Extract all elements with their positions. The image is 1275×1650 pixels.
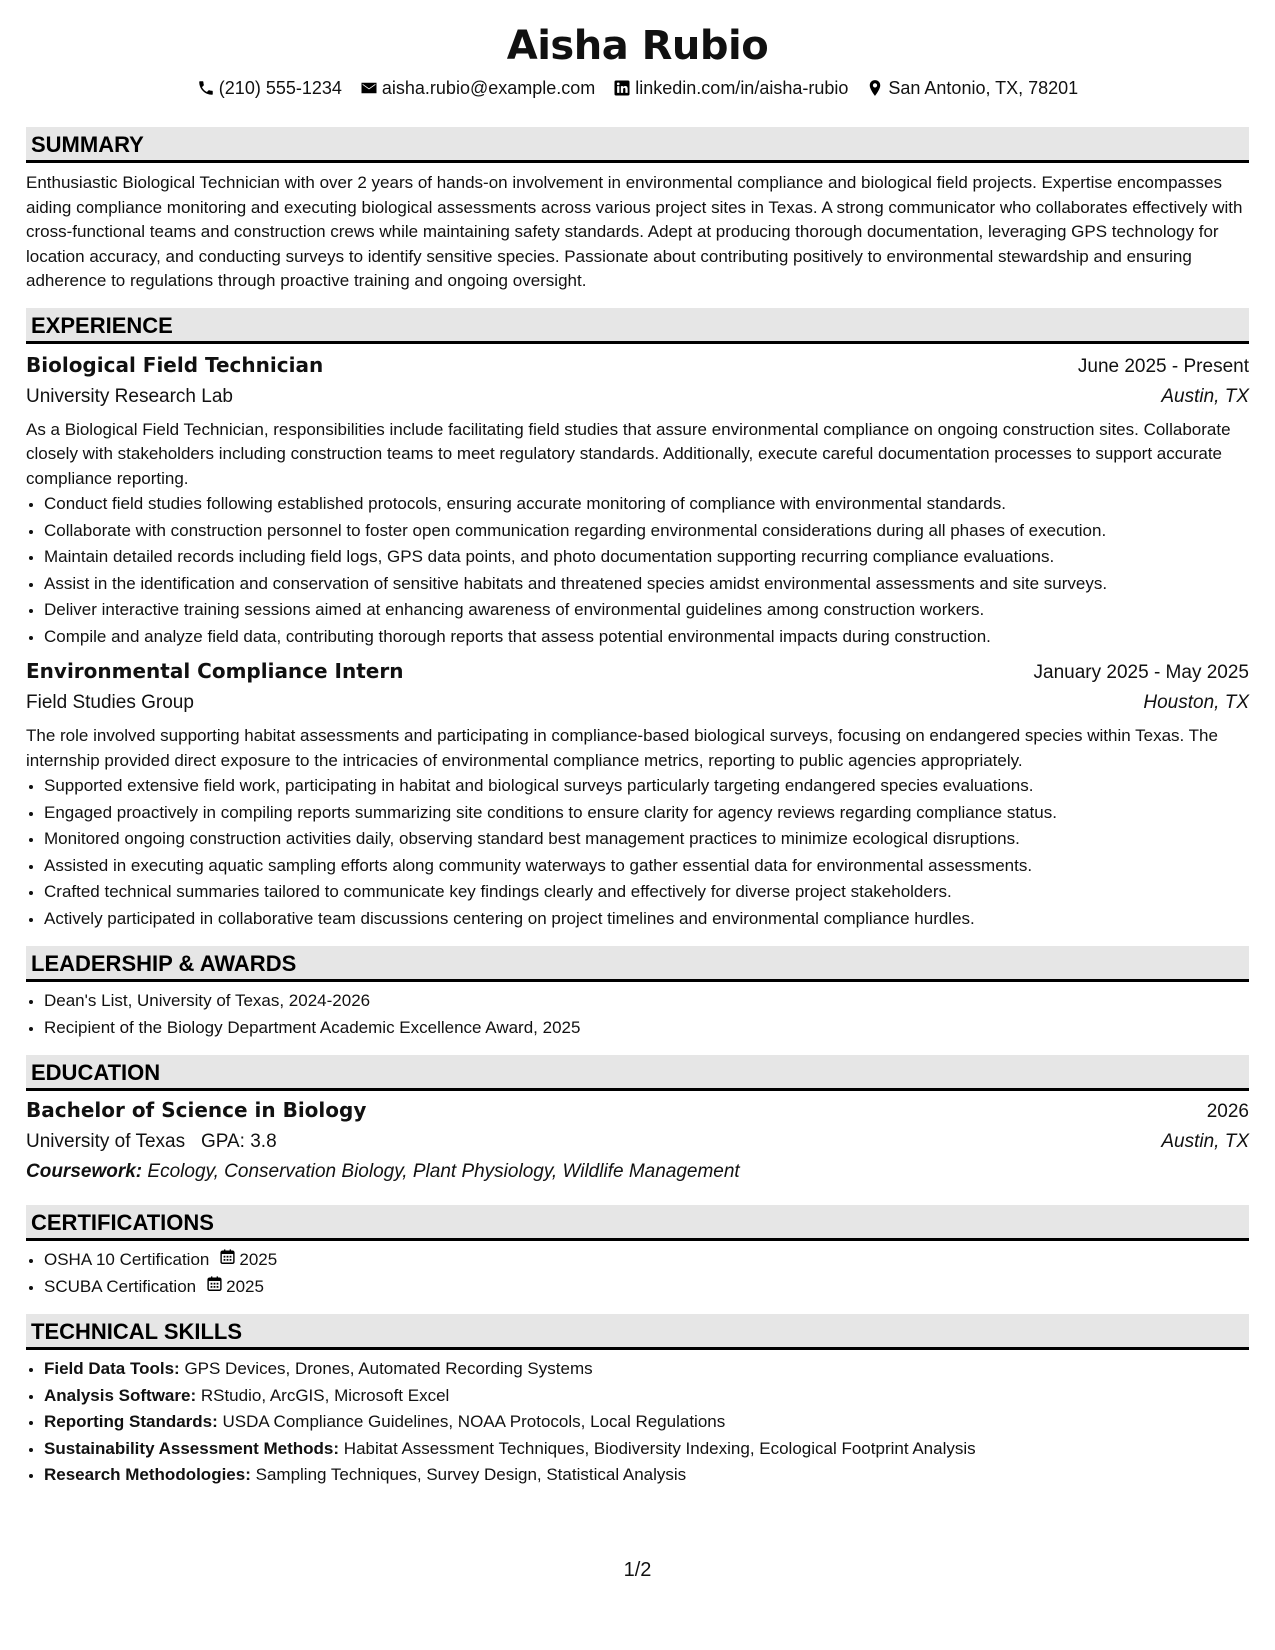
entry-header (26, 350, 1249, 382)
job-organization: Field Studies Group (26, 692, 194, 713)
skill-label: Field Data Tools: (44, 1359, 180, 1378)
certification (44, 1274, 264, 1301)
linkedin-link[interactable]: linkedin.com/in/aisha-rubio (635, 78, 849, 98)
list-item: • Recipient of the Biology Department Academic Excellence Award, 2025 (44, 1015, 1249, 1042)
list-item: • Deliver interactive training sessions aimed at enhancing awareness of environmental guidelines among construction workers. (44, 597, 1249, 624)
section-header-summary: SUMMARY (26, 127, 1249, 163)
job-title: Biological Field Technician (26, 352, 324, 377)
certification-date (206, 1274, 264, 1301)
contact-email[interactable] (360, 76, 595, 100)
skills-list (26, 1356, 1249, 1489)
candidate-name: Aisha Rubio (506, 23, 769, 69)
graduation-year: 2026 (1206, 1101, 1249, 1122)
gpa-text: GPA: 3.8 (200, 1131, 277, 1152)
experience-entry (26, 656, 1249, 932)
list-item: • Crafted technical summaries tailored to communicate key findings clearly and effectively for diverse project stakeholders. (44, 879, 1249, 906)
entry-subheader (26, 1127, 1249, 1157)
list-item: • Supported extensive field work, participating in habitat and biological surveys particularly targeting endangered species evaluations. (44, 773, 1249, 800)
certification-name: • SCUBA Certification (44, 1276, 197, 1296)
linkedin-icon (613, 79, 631, 97)
job-bullets (26, 773, 1249, 932)
summary-text: Enthusiastic Biological Technician with over 2 years of hands-on involvement in environmental compliance and biological field projects. Expertise encompasses aiding compliance monitoring and executing biological assessments across various project sites in Texas. A strong communicator who collaborates effectively with cross-functional teams and construction crews while maintaining safety standards. Adept at producing thorough documentation, leveraging GPS technology for location accuracy, and conducting surveys to identify sensitive species. Passionate about contributing positively to environmental stewardship and ensuring adherence to regulations through proactive training and ongoing oversight. (26, 173, 1243, 290)
location-text: San Antonio, TX, 78201 (888, 78, 1079, 98)
list-item: • Assist in the identification and conservation of sensitive habitats and threatened species amidst environmental assessments and site surveys. (44, 571, 1249, 598)
entry-header (26, 1095, 1249, 1127)
list-item: • Conduct field studies following established protocols, ensuring accurate monitoring of compliance with environmental standards. (44, 491, 1249, 518)
list-item: • Compile and analyze field data, contributing thorough reports that assess potential environmental impacts during construction. (44, 624, 1249, 651)
coursework-label: Coursework: (26, 1161, 143, 1182)
map-pin-icon (866, 79, 884, 97)
list-item (44, 1356, 1249, 1383)
school-location: Austin, TX (1161, 1131, 1249, 1152)
coursework-list: Ecology, Conservation Biology, Plant Physiology, Wildlife Management (147, 1161, 740, 1182)
job-bullets (26, 491, 1249, 650)
list-item (44, 1409, 1249, 1436)
skill-value: RStudio, ArcGIS, Microsoft Excel (200, 1385, 450, 1405)
page-number: 1/2 (623, 1559, 652, 1581)
skill-label: Reporting Standards: (44, 1412, 218, 1431)
certification-year: 2025 (226, 1276, 264, 1296)
school-name: University of Texas (26, 1131, 186, 1152)
certification-name: • OSHA 10 Certification (44, 1250, 210, 1269)
job-organization: University Research Lab (26, 385, 233, 407)
list-item: • Dean's List, University of Texas, 2024-2026 (44, 988, 1249, 1015)
job-location: Houston, TX (1143, 692, 1249, 713)
degree-title: Bachelor of Science in Biology (26, 1098, 367, 1122)
section-header-leadership: LEADERSHIP & AWARDS (26, 946, 1249, 982)
section-header-skills: TECHNICAL SKILLS (26, 1314, 1249, 1350)
section-header-education: EDUCATION (26, 1055, 1249, 1091)
job-title: Environmental Compliance Intern (26, 659, 404, 683)
envelope-icon (360, 79, 378, 97)
list-item: • Actively participated in collaborative team discussions centering on project timelines and environmental compliance hurdles. (44, 906, 1249, 933)
job-dates: June 2025 - Present (1077, 355, 1249, 377)
certification (44, 1247, 277, 1274)
certification-date (219, 1247, 277, 1274)
skill-value: GPS Devices, Drones, Automated Recording Systems (184, 1359, 593, 1378)
skill-value: Sampling Techniques, Survey Design, Statistical Analysis (255, 1465, 687, 1484)
skill-value: Habitat Assessment Techniques, Biodiversity Indexing, Ecological Footprint Analysis (343, 1438, 976, 1458)
skill-label: Analysis Software: (44, 1385, 197, 1405)
list-item (44, 1274, 1249, 1301)
entry-subheader (26, 688, 1249, 718)
list-item: • Collaborate with construction personnel to foster open communication regarding environmental considerations during all phases of execution. (44, 518, 1249, 545)
leadership-list (26, 988, 1249, 1041)
contact-location (866, 76, 1078, 100)
certifications-list (26, 1247, 1249, 1300)
list-item (44, 1383, 1249, 1410)
contact-bar (26, 76, 1249, 100)
email-link[interactable]: aisha.rubio@example.com (381, 78, 596, 98)
job-dates: January 2025 - May 2025 (1033, 662, 1249, 683)
resume-content (26, 20, 1249, 1489)
list-item (44, 1247, 1249, 1274)
school-and-gpa (26, 1127, 277, 1157)
contact-phone (197, 76, 342, 100)
job-location: Austin, TX (1161, 385, 1249, 407)
list-item (44, 1436, 1249, 1463)
skill-label: Research Methodologies: (44, 1465, 251, 1484)
calendar-icon (219, 1247, 236, 1274)
education-entry (26, 1095, 1249, 1187)
certification-year: 2025 (239, 1250, 278, 1269)
entry-subheader (26, 382, 1249, 412)
phone-icon (197, 79, 215, 97)
list-item: • Engaged proactively in compiling reports summarizing site conditions to ensure clarity for agency reviews regarding compliance status. (44, 800, 1249, 827)
section-header-certifications: CERTIFICATIONS (26, 1205, 1249, 1241)
skill-label: Sustainability Assessment Methods: (44, 1438, 340, 1458)
job-description: The role involved supporting habitat assessments and participating in compliance-based biological surveys, focusing on endangered species within Texas. The internship provided direct exposure to the intricacies of environmental compliance metrics, reporting to public agencies appropriately. (26, 726, 1218, 770)
entry-header (26, 656, 1249, 688)
list-item: • Maintain detailed records including field logs, GPS data points, and photo documentation supporting recurring compliance evaluations. (44, 544, 1249, 571)
list-item: • Assisted in executing aquatic sampling efforts along community waterways to gather essential data for environmental assessments. (44, 853, 1249, 880)
coursework-line (26, 1157, 1249, 1187)
phone-text: (210) 555-1234 (218, 78, 342, 98)
contact-linkedin[interactable] (613, 76, 848, 100)
calendar-icon (206, 1274, 223, 1301)
section-header-experience: EXPERIENCE (26, 308, 1249, 344)
experience-entry (26, 350, 1249, 651)
list-item: • Monitored ongoing construction activities daily, observing standard best management practices to minimize ecological disruptions. (44, 826, 1249, 853)
list-item (44, 1462, 1249, 1489)
skill-value: USDA Compliance Guidelines, NOAA Protocols, Local Regulations (222, 1412, 726, 1431)
job-description: As a Biological Field Technician, responsibilities include facilitating field studies that assure environmental compliance on ongoing construction sites. Collaborate closely with stakeholders including construction teams to meet regulatory standards. Additionally, execute careful documentation processes to support accurate compliance reporting. (26, 419, 1231, 488)
